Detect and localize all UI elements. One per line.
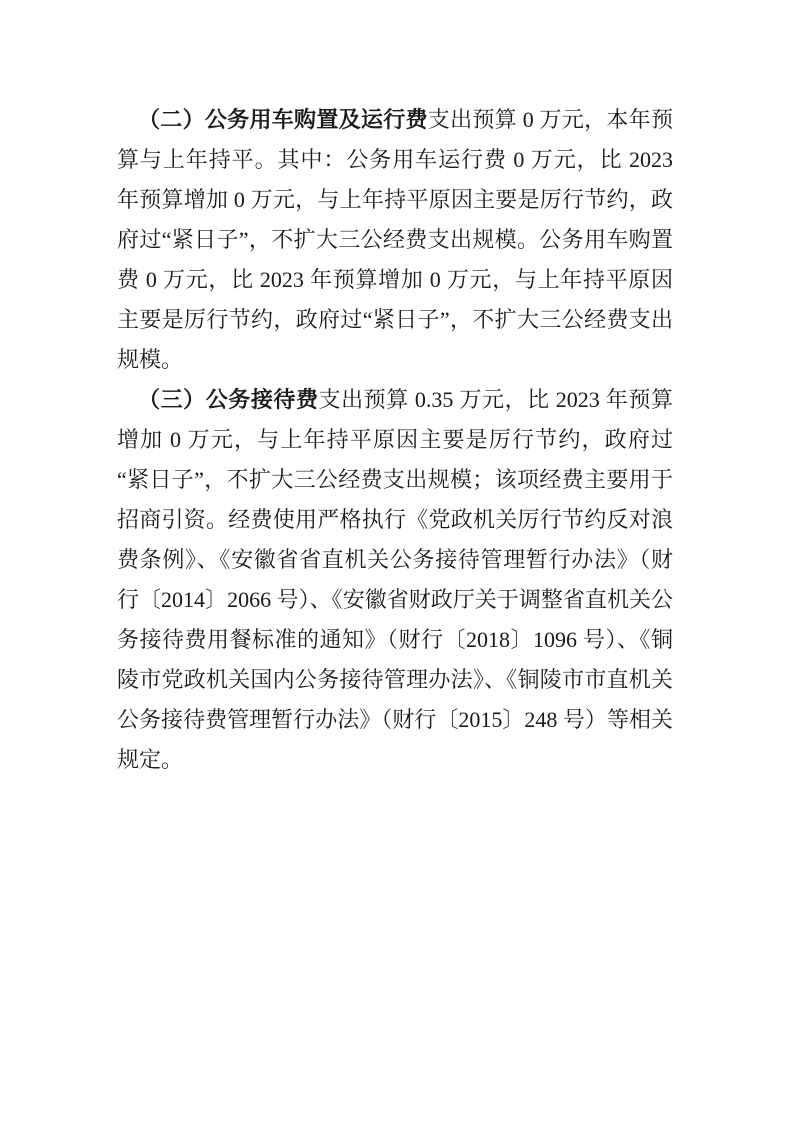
paragraph-vehicle-expense-text: 支出预算 0 万元，本年预算与上年持平。其中：公务用车运行费 0 万元，比 2023 年预算增加 0 万元，与上年持平原因主要是厉行节约，政府过“紧日子”，不扩大三公经费支出规模。公务用车购置费 0 万元，比 2023 年预算增加 0 万元，与上年持平原因主要是厉行节约，政府过“紧日子”，不扩大三公经费支出规模。 [117, 107, 673, 372]
document-body [117, 100, 673, 780]
paragraph-reception-expense-lead: （三）公务接待费 [138, 387, 319, 412]
paragraph-reception-expense-text: 支出预算 0.35 万元，比 2023 年预算增加 0 万元，与上年持平原因主要是厉行节约，政府过“紧日子”，不扩大三公经费支出规模；该项经费主要用于招商引资。经费使用严格执行《党政机关厉行节约反对浪费条例》、《安徽省省直机关公务接待管理暂行办法》（财行〔2014〕2066 号）、《安徽省财政厅关于调整省直机关公务接待费用餐标准的通知》（财行〔2018〕1096 号）、《铜陵市党政机关国内公务接待管理办法》、《铜陵市市直机关公务接待费管理暂行办法》（财行〔2015〕248 号）等相关规定。 [117, 387, 673, 772]
paragraph-vehicle-expense [117, 100, 673, 380]
paragraph-reception-expense [117, 380, 673, 780]
paragraph-vehicle-expense-lead: （二）公务用车购置及运行费 [138, 107, 428, 132]
